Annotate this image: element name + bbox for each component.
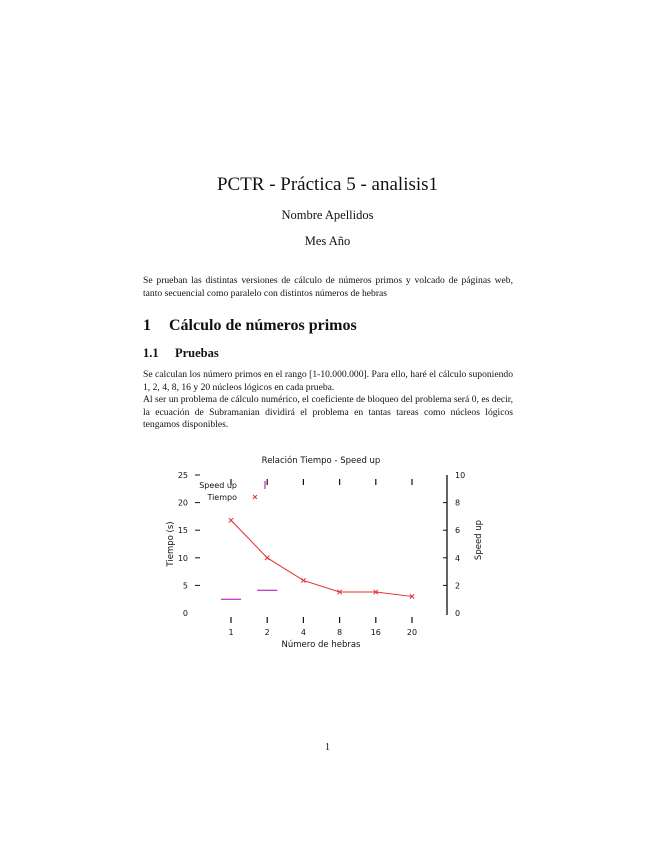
section-number: 1 bbox=[143, 317, 151, 334]
right-tick-label: 2 bbox=[455, 581, 461, 591]
left-tick-label: 15 bbox=[177, 526, 188, 536]
page-number: 1 bbox=[325, 742, 330, 753]
legend-label: Speed up bbox=[199, 481, 237, 490]
x-tick-label: 1 bbox=[228, 628, 234, 637]
section-body bbox=[143, 369, 513, 432]
left-tick-label: 10 bbox=[177, 553, 188, 563]
series-line-tiempo bbox=[231, 520, 412, 596]
x-axis-label: Número de hebras bbox=[281, 640, 361, 650]
section-heading bbox=[143, 317, 357, 335]
subsection-heading bbox=[143, 346, 219, 361]
x-tick-label: 8 bbox=[337, 628, 343, 637]
left-tick-label: 5 bbox=[182, 581, 188, 591]
x-tick-label: 2 bbox=[264, 628, 270, 637]
legend-marker bbox=[253, 495, 257, 499]
data-point-tiempo bbox=[229, 518, 233, 522]
right-tick-label: 6 bbox=[455, 526, 461, 536]
chart-title: Relación Tiempo - Speed up bbox=[261, 456, 381, 466]
x-tick-label: 4 bbox=[300, 628, 306, 637]
left-tick-label: 0 bbox=[182, 609, 188, 618]
subsection-number: 1.1 bbox=[143, 346, 159, 360]
time-speedup-chart bbox=[155, 450, 500, 650]
paragraph-2: Al ser un problema de cálculo numérico, el coeficiente de bloqueo del problema será 0, es decir, la ecuación de Subramanian dividirá el problema en tantas tareas como núcleos lógicos tengamos disponibles. bbox=[143, 394, 513, 430]
right-tick-label: 0 bbox=[455, 609, 461, 618]
author-name: Nombre Apellidos bbox=[281, 208, 374, 222]
right-tick-label: 8 bbox=[455, 498, 461, 508]
legend-label: Tiempo bbox=[207, 493, 237, 502]
data-point-tiempo bbox=[265, 556, 269, 560]
abstract: Se prueban las distintas versiones de cálculo de números primos y volcado de páginas web, tanto secuencial como paralelo con distintos números de hebras bbox=[143, 275, 513, 299]
subsection-title: Pruebas bbox=[175, 346, 219, 360]
section-title: Cálculo de números primos bbox=[169, 317, 357, 334]
right-tick-label: 10 bbox=[455, 471, 466, 480]
left-tick-label: 20 bbox=[177, 498, 188, 508]
document-date: Mes Año bbox=[304, 234, 351, 248]
x-tick-label: 20 bbox=[406, 628, 418, 637]
y-axis-label-left: Tiempo (s) bbox=[166, 521, 176, 567]
paragraph-1: Se calculan los número primos en el rango [1-10.000.000]. Para ello, haré el cálculo suponiendo 1, 2, 4, 8, 16 y 20 núcleos lógicos en cada prueba. bbox=[143, 369, 513, 393]
right-tick-label: 4 bbox=[455, 553, 461, 563]
y-axis-label-right: Speed up bbox=[474, 519, 484, 561]
left-tick-label: 25 bbox=[177, 471, 188, 480]
document-title: PCTR - Práctica 5 - analisis1 bbox=[216, 174, 439, 195]
x-tick-label: 16 bbox=[370, 628, 381, 637]
